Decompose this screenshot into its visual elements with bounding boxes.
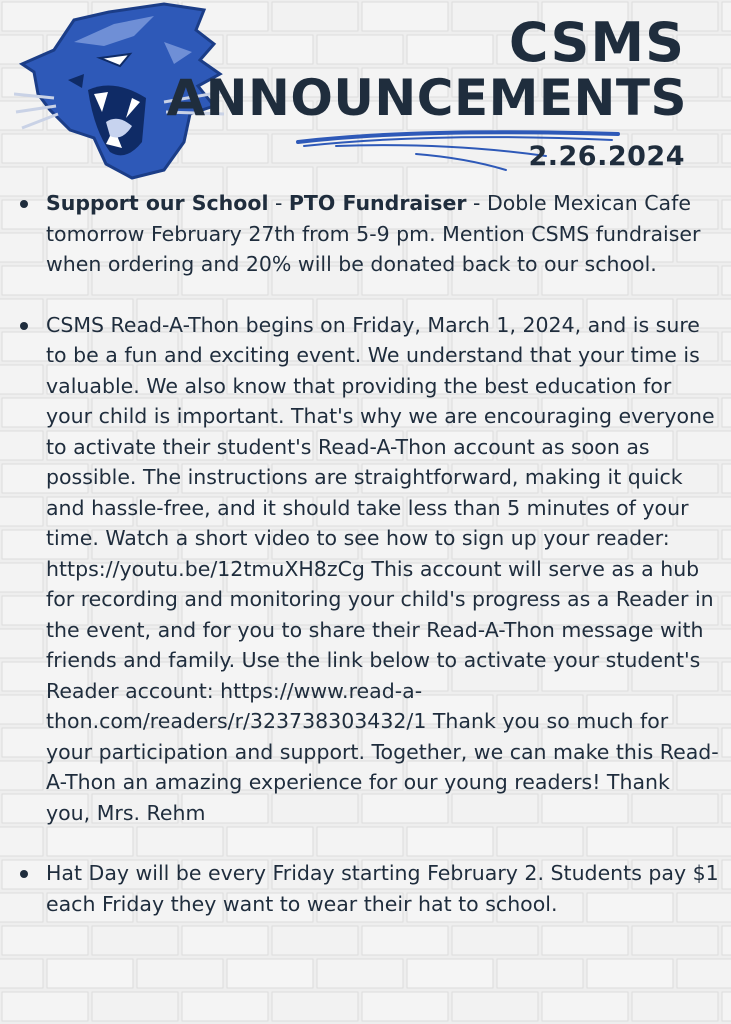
announcement-bold-title: Support our School [46, 191, 269, 215]
announcement-bold-subtitle: PTO Fundraiser [288, 191, 467, 215]
announcement-item-hat-day [18, 858, 720, 919]
separator: - [466, 191, 487, 215]
separator: - [268, 191, 289, 215]
page-title-line1: CSMS [508, 11, 685, 74]
bullet-icon [20, 200, 28, 208]
page-title-line2: ANNOUNCEMENTS [166, 69, 687, 127]
announcement-body: CSMS Read-A-Thon begins on Friday, March 1, 2024, and is sure to be a fun and exciting event. We understand that your time is valuable. We also know that providing the best education for your child is important. That's why we are encouraging everyone to activate their student's Read-A-Thon account as soon as possible. The instructions are straightforward, making it quick and hassle-free, and it should take less than 5 minutes of your time. Watch a short video to see how to sign up your reader: https://youtu.be/12tmuXH8zCg This account will serve as a hub for recording and monitoring your child's progress as a Reader in the event, and for you to share their Read-A-Thon message with friends and family. Use the link below to activate your student's Reader account: https://www.read-a-thon.com/readers/r/323738303432/1 Thank you so much for your participation and support. Together, we can make this Read-A-Thon an amazing experience for our young readers! Thank you, Mrs. Rehm [46, 312, 719, 825]
bullet-icon [20, 322, 28, 330]
bullet-icon [20, 870, 28, 878]
announcement-body: Hat Day will be every Friday starting February 2. Students pay $1 each Friday they want to wear their hat to school. [46, 861, 719, 916]
header [0, 0, 731, 185]
announcement-text [46, 191, 700, 276]
announcement-list [18, 188, 720, 919]
announcement-item-pto-fundraiser [18, 188, 720, 280]
announcement-body: Doble Mexican Cafe tomorrow February 27th from 5-9 pm. Mention CSMS fundraiser when ordering and 20% will be donated back to our school. [46, 191, 701, 276]
announcement-date: 2.26.2024 [528, 141, 685, 172]
announcement-item-read-a-thon [18, 310, 720, 829]
